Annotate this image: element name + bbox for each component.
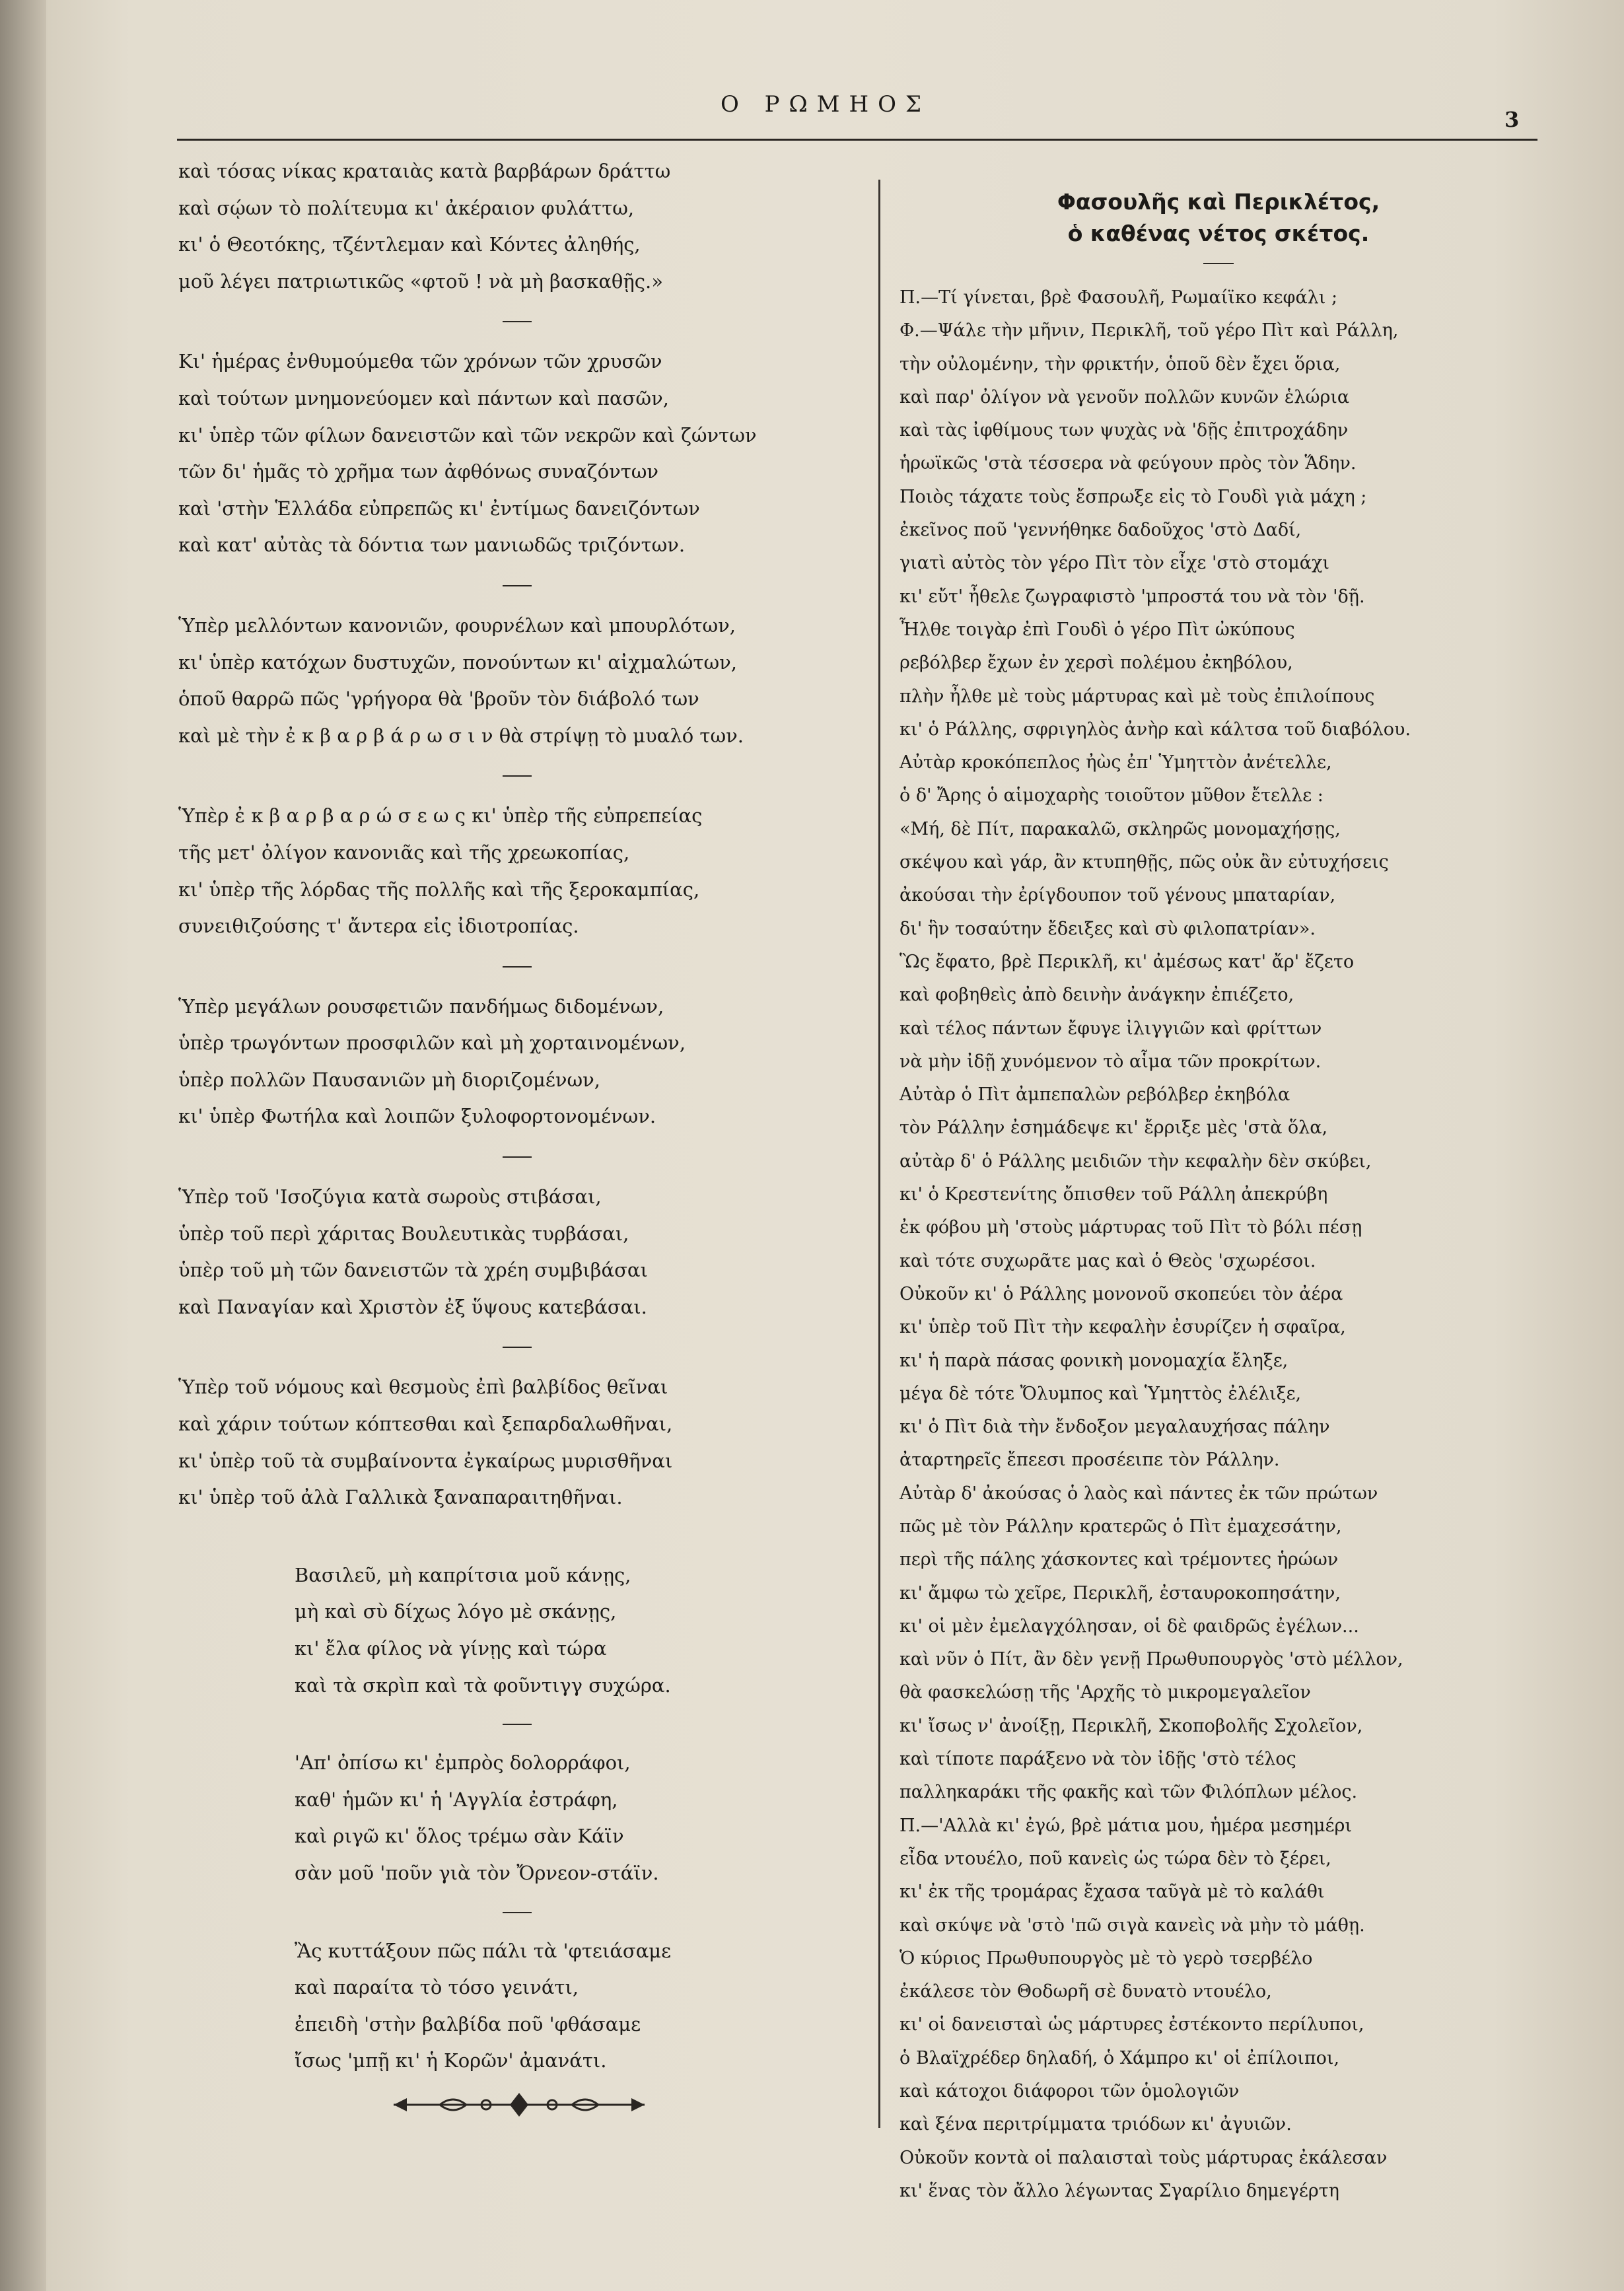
stanza-separator — [503, 1724, 532, 1725]
binding-shadow — [0, 0, 46, 2291]
dialogue-line: πῶς μὲ τὸν Ράλλην κρατερῶς ὁ Πὶτ ἐμαχεσάτην, — [900, 1516, 1342, 1537]
verse-line: τῆς μετ' ὀλίγον κανονιᾶς καὶ τῆς χρεωκοπίας, — [178, 841, 630, 864]
verse-line: καὶ ριγῶ κι' ὅλος τρέμω σὰν Κάϊν — [295, 1825, 624, 1848]
dialogue-line: παλληκαράκι τῆς φακῆς καὶ τῶν Φιλόπλων μέλος. — [900, 1782, 1358, 1803]
dialogue-line: κι' εὔτ' ἦθελε ζωγραφιστὸ 'μπροστά του νὰ τὸν 'δῇ. — [900, 586, 1365, 607]
dialogue-line: Οὐκοῦν κοντὰ οἱ παλαισταὶ τοὺς μάρτυρας ἐκάλεσαν — [900, 2147, 1388, 2168]
dialogue-line: κι' ἐκ τῆς τρομάρας ἔχασα ταῦγὰ μὲ τὸ καλάθι — [900, 1882, 1325, 1903]
dialogue-line: ὁ δ' Ἄρης ὁ αἱμοχαρὴς τοιοῦτον μῦθον ἔτελλε : — [900, 785, 1324, 806]
verse-line: καὶ 'στὴν Ἑλλάδα εὐπρεπῶς κι' ἐντίμως δανειζόντων — [178, 497, 700, 520]
stanza-8 — [178, 1557, 859, 1704]
column-divider — [878, 180, 880, 2128]
dialogue-line: ἐκ φόβου μὴ 'στοὺς μάρτυρας τοῦ Πὶτ τὸ βόλι πέσῃ — [900, 1217, 1362, 1238]
dialogue-line: καὶ τὰς ἰφθίμους των ψυχὰς νὰ 'δῇς ἐπιτροχάδην — [900, 420, 1349, 441]
page-number: 3 — [1504, 107, 1520, 132]
verse-line: Κι' ἡμέρας ἐνθυμούμεθα τῶν χρόνων τῶν χρυσῶν — [178, 350, 662, 373]
verse-line: Ὑπὲρ μελλόντων κανονιῶν, φουρνέλων καὶ μπουρλότων, — [178, 614, 736, 637]
title-line-1: Φασουλῆς καὶ Περικλέτος, — [1057, 189, 1380, 215]
stanza-3 — [178, 608, 859, 754]
stanza-6 — [178, 1179, 859, 1325]
dialogue-line: κι' ὁ Κρεστενίτης ὄπισθεν τοῦ Ράλλη ἀπεκρύβη — [900, 1184, 1328, 1205]
verse-line: κι' ὁ Θεοτόκης, τζέντλεμαν καὶ Κόντες ἀληθής, — [178, 233, 641, 256]
dialogue-line: κι' ἕνας τὸν ἄλλο λέγωντας Σγαρίλιο δημεγέρτη — [900, 2180, 1339, 2201]
verse-line: συνειθιζούσης τ' ἄντερα εἰς ἰδιοτροπίας. — [178, 915, 579, 938]
article-title — [900, 186, 1537, 264]
verse-line: καὶ τὰ σκρὶπ καὶ τὰ φοῦντιγγ συχώρα. — [295, 1674, 671, 1697]
stanza-separator — [503, 1347, 532, 1348]
verse-line: ὑπὲρ τοῦ περὶ χάριτας Βουλευτικὰς τυρβάσαι, — [178, 1222, 629, 1245]
dialogue-line: κι' ὁ Πὶτ διὰ τὴν ἔνδοξον μεγαλαυχήσας πάλην — [900, 1417, 1330, 1438]
dialogue-line: κι' ἄμφω τὼ χεῖρε, Περικλῆ, ἐσταυροκοπησάτην, — [900, 1582, 1341, 1604]
stanza-10 — [178, 1933, 859, 2080]
verse-line: καὶ κατ' αὐτὰς τὰ δόντια των μανιωδῶς τριζόντων. — [178, 534, 686, 557]
verse-line: καὶ σῴων τὸ πολίτευμα κι' ἀκέραιον φυλάττω, — [178, 196, 635, 219]
dialogue-line: καὶ ξένα περιτρίμματα τριόδων κι' ἀγυιῶν. — [900, 2114, 1292, 2135]
dialogue-line: ἐκεῖνος ποῦ 'γεννήθηκε δαδοῦχος 'στὸ Δαδί, — [900, 520, 1302, 541]
dialogue-line: Αὐτὰρ δ' ἀκούσας ὁ λαὸς καὶ πάντες ἐκ τῶν πρώτων — [900, 1483, 1378, 1504]
verse-line: κι' ὑπὲρ τῶν φίλων δανειστῶν καὶ τῶν νεκρῶν καὶ ζώντων — [178, 423, 757, 446]
dialogue-line: τὴν οὐλομένην, τὴν φρικτήν, ὁποῦ δὲν ἔχει ὅρια, — [900, 353, 1341, 374]
dialogue-line: κι' οἱ μὲν ἐμελαγχόλησαν, οἱ δὲ φαιδρῶς ἐγέλων... — [900, 1615, 1359, 1637]
dialogue-line: κι' ἴσως ν' ἀνοίξῃ, Περικλῆ, Σκοποβολῆς Σχολεῖον, — [900, 1715, 1363, 1736]
dialogue-line: καὶ φοβηθεὶς ἀπὸ δεινὴν ἀνάγκην ἐπιέζετο, — [900, 985, 1294, 1006]
verse-line: καὶ παραίτα τὸ τόσο γεινάτι, — [295, 1976, 579, 1999]
stanza-1 — [178, 153, 859, 300]
running-title: Ο ΡΩΜΗΟΣ — [720, 91, 931, 118]
verse-line: καὶ τούτων μνημονεύομεν καὶ πάντων καὶ πασῶν, — [178, 386, 669, 409]
dialogue-line: καὶ τίποτε παράξενο νὰ τὸν ἰδῇς 'στὸ τέλος — [900, 1749, 1296, 1770]
stanza-separator — [503, 966, 532, 968]
dialogue-line: δι' ἣν τοσαύτην ἔδειξες καὶ σὺ φιλοπατρίαν». — [900, 918, 1316, 939]
left-column-poem — [178, 153, 859, 2121]
verse-line: 'Απ' ὀπίσω κι' ἐμπρὸς δολορράφοι, — [295, 1751, 631, 1775]
dialogue-line: Αὐτὰρ ὁ Πὶτ ἀμπεπαλὼν ρεβόλβερ ἐκηβόλα — [900, 1084, 1290, 1106]
verse-line: ὁποῦ θαρρῶ πῶς 'γρήγορα θὰ 'βροῦν τὸν διάβολό των — [178, 687, 699, 711]
dialogue-line: Αὐτὰρ κροκόπεπλος ἠὼς ἐπ' Ὑμηττὸν ἀνέτελλε, — [900, 752, 1332, 773]
dialogue-line: καὶ νῦν ὁ Πίτ, ἂν δὲν γενῇ Πρωθυπουργὸς 'στὸ μέλλον, — [900, 1649, 1403, 1670]
dialogue-line: Π.—'Αλλὰ κι' ἐγώ, βρὲ μάτια μου, ἡμέρα μεσημέρι — [900, 1815, 1352, 1836]
verse-line: καὶ μὲ τὴν ἐ κ β α ρ β ά ρ ω σ ι ν θὰ στρίψῃ τὸ μυαλό των. — [178, 724, 744, 747]
dialogue-line: καὶ τέλος πάντων ἔφυγε ἰλιγγιῶν καὶ φρίττων — [900, 1018, 1322, 1039]
stanza-separator — [503, 585, 532, 586]
dialogue-line: νὰ μὴν ἰδῇ χυνόμενον τὸ αἷμα τῶν προκρίτων. — [900, 1051, 1322, 1072]
dialogue-line: θὰ φασκελώσῃ τῆς 'Αρχῆς τὸ μικρομεγαλεῖον — [900, 1682, 1311, 1703]
dialogue-line: πλὴν ἦλθε μὲ τοὺς μάρτυρας καὶ μὲ τοὺς ἐπιλοίπους — [900, 686, 1375, 707]
stanza-4 — [178, 798, 859, 944]
dialogue-line: γιατὶ αὐτὸς τὸν γέρο Πὶτ τὸν εἶχε 'στὸ στομάχι — [900, 553, 1329, 574]
verse-line: κι' ὑπὲρ τοῦ τὰ συμβαίνοντα ἐγκαίρως μυρισθῆναι — [178, 1449, 673, 1472]
dialogue-line: ἀκούσαι τὴν ἐρίγδουπον τοῦ γένους μπαταρίαν, — [900, 885, 1336, 906]
verse-line: τῶν δι' ἡμᾶς τὸ χρῆμα των ἀφθόνως συναζόντων — [178, 460, 659, 483]
dialogue-line: κι' ὑπὲρ τοῦ Πὶτ τὴν κεφαλὴν ἐσυρίζεν ἡ σφαῖρα, — [900, 1317, 1346, 1338]
verse-line: κι' ὑπὲρ Φωτήλα καὶ λοιπῶν ξυλοφορτονομένων. — [178, 1105, 656, 1128]
verse-line: κι' ὑπὲρ κατόχων δυστυχῶν, πονούντων κι' αἰχμαλώτων, — [178, 651, 737, 674]
dialogue-line: ὁ Βλαϊχρέδερ δηλαδή, ὁ Χάμπρο κι' οἱ ἐπίλοιποι, — [900, 2047, 1340, 2068]
ornament-divider-icon — [387, 2089, 651, 2121]
dialogue-text — [900, 281, 1537, 2208]
dialogue-line: εἶδα ντουέλο, ποῦ κανεὶς ὡς τώρα δὲν τὸ ξέρει, — [900, 1848, 1331, 1869]
verse-line: Ὑπὲρ τοῦ 'Ισοζύγια κατὰ σωροὺς στιβάσαι, — [178, 1185, 602, 1209]
dialogue-line: Ποιὸς τάχατε τοὺς ἔσπρωξε εἰς τὸ Γουδὶ γιὰ μάχη ; — [900, 486, 1367, 507]
verse-line: Ὑπὲρ ἐ κ β α ρ β α ρ ώ σ ε ω ς κι' ὑπὲρ τῆς εὐπρεπείας — [178, 804, 703, 828]
verse-line: καὶ τόσας νίκας κραταιὰς κατὰ βαρβάρων δράττω — [178, 160, 671, 182]
verse-line: ἴσως 'μπῇ κι' ἡ Κορῶν' ἀμανάτι. — [295, 2049, 607, 2072]
dialogue-line: καὶ τότε συχωρᾶτε μας καὶ ὁ Θεὸς 'σχωρέσοι. — [900, 1250, 1316, 1271]
verse-line: καθ' ἡμῶν κι' ἡ 'Αγγλία ἐστράφη, — [295, 1788, 618, 1811]
verse-line: καὶ Παναγίαν καὶ Χριστὸν ἐξ ὕψους κατεβάσαι. — [178, 1295, 647, 1318]
dialogue-line: μέγα δὲ τότε Ὄλυμπος καὶ Ὑμηττὸς ἐλέλιξε, — [900, 1383, 1302, 1404]
verse-line: κι' ὑπὲρ τοῦ ἀλὰ Γαλλικὰ ξαναπαραιτηθῆναι. — [178, 1486, 623, 1509]
dialogue-line: ἐκάλεσε τὸν Θοδωρῆ σὲ δυνατὸ ντουέλο, — [900, 1981, 1272, 2002]
title-separator — [1203, 263, 1234, 264]
stanza-5 — [178, 989, 859, 1135]
stanza-separator — [503, 1912, 532, 1913]
verse-line: ὑπὲρ τρωγόντων προσφιλῶν καὶ μὴ χορταινομένων, — [178, 1032, 686, 1055]
dialogue-line: κι' οἱ δανεισταὶ ὡς μάρτυρες ἐστέκοντο περίλυποι, — [900, 2014, 1364, 2035]
verse-line: Ὑπὲρ τοῦ νόμους καὶ θεσμοὺς ἐπὶ βαλβίδος θεῖναι — [178, 1376, 668, 1399]
verse-line: κι' ἔλα φίλος νὰ γίνῃς καὶ τώρα — [295, 1637, 607, 1660]
dialogue-line: Οὐκοῦν κι' ὁ Ράλλης μονονοῦ σκοπεύει τὸν ἀέρα — [900, 1283, 1343, 1304]
stanza-2 — [178, 343, 859, 564]
dialogue-line: τὸν Ράλλην ἐσημάδεψε κι' ἔρριξε μὲς 'στὰ ὅλα, — [900, 1117, 1328, 1139]
stanza-separator — [503, 1156, 532, 1158]
verse-line: κι' ὑπὲρ τῆς λόρδας τῆς πολλῆς καὶ τῆς ξεροκαμπίας, — [178, 878, 700, 901]
stanza-separator — [503, 321, 532, 322]
dialogue-line: αὐτὰρ δ' ὁ Ράλλης μειδιῶν τὴν κεφαλὴν δὲν σκύβει, — [900, 1150, 1372, 1172]
verse-line: Βασιλεῦ, μὴ καπρίτσια μοῦ κάνῃς, — [295, 1563, 631, 1586]
dialogue-line: καὶ κάτοχοι διάφοροι τῶν ὁμολογιῶν — [900, 2081, 1240, 2102]
right-column-dialogue — [900, 186, 1537, 2208]
stanza-separator — [503, 775, 532, 777]
verse-line: μοῦ λέγει πατριωτικῶς «φτοῦ ! νὰ μὴ βασκαθῇς.» — [178, 269, 663, 293]
dialogue-line: ρεβόλβερ ἔχων ἐν χερσὶ πολέμου ἐκηβόλου, — [900, 652, 1293, 674]
dialogue-line: «Μή, δὲ Πίτ, παρακαλῶ, σκληρῶς μονομαχήσῃς, — [900, 818, 1341, 839]
dialogue-line: Ἦλθε τοιγὰρ ἐπὶ Γουδὶ ὁ γέρο Πὶτ ὠκύπους — [900, 619, 1295, 640]
stanza-separator — [503, 1536, 532, 1537]
dialogue-line: Ὣς ἔφατο, βρὲ Περικλῆ, κι' ἀμέσως κατ' ἄρ' ἔζετο — [900, 951, 1355, 972]
verse-line: Ὑπὲρ μεγάλων ρουσφετιῶν πανδήμως διδομένων, — [178, 995, 664, 1018]
dialogue-line: ἀταρτηρεῖς ἔπεεσι προσέειπε τὸν Ράλλην. — [900, 1450, 1280, 1471]
verse-line: σὰν μοῦ 'ποῦν γιὰ τὸν Ὄρνεον-στάϊν. — [295, 1861, 659, 1884]
stanza-9 — [178, 1745, 859, 1891]
title-line-2: ὁ καθένας νέτος σκέτος. — [1067, 221, 1370, 246]
dialogue-line: καὶ σκύψε νὰ 'στὸ 'πῶ σιγὰ κανεὶς νὰ μὴν τὸ μάθῃ. — [900, 1915, 1365, 1936]
dialogue-line: κι' ὁ Ράλλης, σφριγηλὸς ἀνὴρ καὶ κάλτσα τοῦ διαβόλου. — [900, 719, 1411, 740]
dialogue-line: καὶ παρ' ὀλίγον νὰ γενοῦν πολλῶν κυνῶν ἑλώρια — [900, 386, 1350, 407]
verse-line: ὑπὲρ πολλῶν Παυσανιῶν μὴ διοριζομένων, — [178, 1068, 600, 1091]
dialogue-line: ἡρωϊκῶς 'στὰ τέσσερα νὰ φεύγουν πρὸς τὸν Ἅδην. — [900, 453, 1357, 474]
header-rule — [177, 139, 1537, 141]
verse-line: καὶ χάριν τούτων κόπτεσθαι καὶ ξεπαρδαλωθῆναι, — [178, 1413, 673, 1436]
verse-line: μὴ καὶ σὺ δίχως λόγο μὲ σκάνῃς, — [295, 1600, 617, 1623]
dialogue-line: Φ.—Ψάλε τὴν μῆνιν, Περικλῆ, τοῦ γέρο Πὶτ καὶ Ράλλη, — [900, 320, 1399, 341]
verse-line: ἐπειδὴ 'στὴν βαλβίδα ποῦ 'φθάσαμε — [295, 2012, 641, 2035]
dialogue-line: Ὁ κύριος Πρωθυπουργὸς μὲ τὸ γερὸ τσερβέλο — [900, 1948, 1313, 1969]
dialogue-line: Π.—Τί γίνεται, βρὲ Φασουλῆ, Ρωμαίϊκο κεφάλι ; — [900, 287, 1338, 308]
verse-line: Ἂς κυττάξουν πῶς πάλι τὰ 'φτειάσαμε — [295, 1939, 672, 1962]
stanza-7 — [178, 1369, 859, 1516]
dialogue-line: σκέψου καὶ γάρ, ἂν κτυπηθῇς, πῶς οὐκ ἂν εὐτυχήσεις — [900, 852, 1389, 873]
dialogue-line: κι' ἡ παρὰ πάσας φονικὴ μονομαχία ἔληξε, — [900, 1350, 1289, 1371]
dialogue-line: περὶ τῆς πάλης χάσκοντες καὶ τρέμοντες ἡρώων — [900, 1549, 1339, 1570]
verse-line: ὑπὲρ τοῦ μὴ τῶν δανειστῶν τὰ χρέη συμβιβάσαι — [178, 1259, 648, 1282]
